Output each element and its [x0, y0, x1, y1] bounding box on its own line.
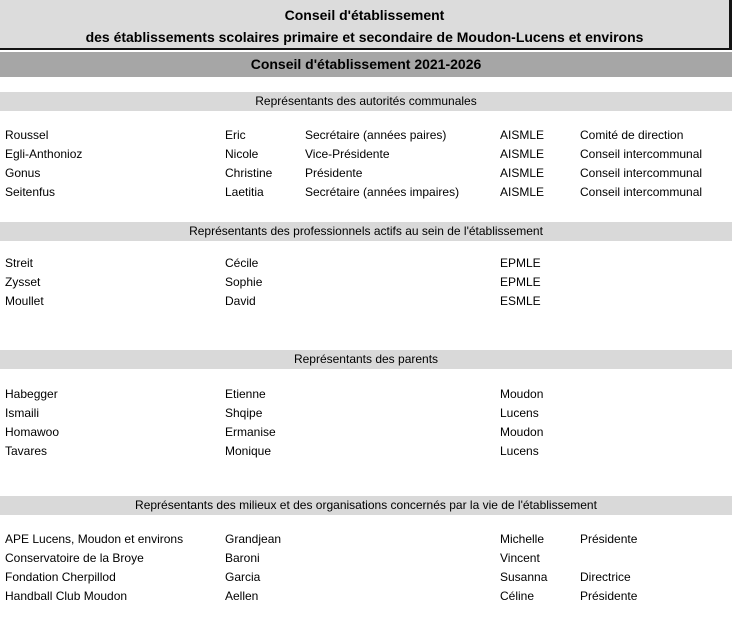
organization: AISMLE	[500, 128, 545, 142]
table-row	[0, 145, 732, 164]
first-name: Céline	[500, 589, 535, 603]
function: Présidente	[580, 532, 638, 546]
period-banner: Conseil d'établissement 2021-2026	[0, 52, 732, 77]
organization: ESMLE	[500, 294, 541, 308]
table-row	[0, 273, 732, 292]
first-name: Monique	[225, 444, 272, 458]
first-name: Cécile	[225, 256, 259, 270]
last-name: Moullet	[5, 294, 44, 308]
first-name: Ermanise	[225, 425, 276, 439]
function: Directrice	[580, 570, 631, 584]
organization: Conservatoire de la Broye	[5, 551, 144, 565]
first-name: Shqipe	[225, 406, 263, 420]
table-row	[0, 587, 732, 606]
table-row	[0, 549, 732, 568]
commune: Lucens	[500, 444, 539, 458]
function: Présidente	[305, 166, 363, 180]
table-row	[0, 423, 732, 442]
first-name: David	[225, 294, 256, 308]
commune: Moudon	[500, 425, 544, 439]
last-name: Streit	[5, 256, 34, 270]
section-header-autorites-communales: Représentants des autorités communales	[0, 92, 732, 111]
first-name: Etienne	[225, 387, 266, 401]
first-name: Michelle	[500, 532, 545, 546]
commune: Moudon	[500, 387, 544, 401]
last-name: Garcia	[225, 570, 261, 584]
last-name: Grandjean	[225, 532, 282, 546]
first-name: Susanna	[500, 570, 548, 584]
commune: Lucens	[500, 406, 539, 420]
last-name: Homawoo	[5, 425, 60, 439]
first-name: Sophie	[225, 275, 263, 289]
first-name: Nicole	[225, 147, 259, 161]
last-name: Egli-Anthonioz	[5, 147, 83, 161]
last-name: Aellen	[225, 589, 259, 603]
function: Secrétaire (années impaires)	[305, 185, 460, 199]
function: Vice-Présidente	[305, 147, 390, 161]
section-header-parents: Représentants des parents	[0, 350, 732, 369]
last-name: Zysset	[5, 275, 41, 289]
last-name: Habegger	[5, 387, 58, 401]
organization: AISMLE	[500, 166, 545, 180]
function: Présidente	[580, 589, 638, 603]
organization: EPMLE	[500, 256, 541, 270]
organization: AISMLE	[500, 147, 545, 161]
table-row	[0, 385, 732, 404]
table-row	[0, 404, 732, 423]
last-name: Gonus	[5, 166, 41, 180]
committee: Comité de direction	[580, 128, 684, 142]
committee: Conseil intercommunal	[580, 166, 703, 180]
committee: Conseil intercommunal	[580, 147, 703, 161]
section-header-professionnels: Représentants des professionnels actifs au sein de l'établissement	[0, 222, 732, 241]
last-name: Ismaili	[5, 406, 40, 420]
table-row	[0, 292, 732, 311]
committee: Conseil intercommunal	[580, 185, 703, 199]
document-title-line2: des établissements scolaires primaire et secondaire de Moudon-Lucens et environs	[85, 29, 644, 45]
last-name: Baroni	[225, 551, 260, 565]
last-name: Seitenfus	[5, 185, 56, 199]
organization: Fondation Cherpillod	[5, 570, 116, 584]
table-row	[0, 164, 732, 183]
last-name: Roussel	[5, 128, 49, 142]
organization: AISMLE	[500, 185, 545, 199]
table-row	[0, 442, 732, 461]
last-name: Tavares	[5, 444, 48, 458]
first-name: Vincent	[500, 551, 540, 565]
organization: APE Lucens, Moudon et environs	[5, 532, 184, 546]
document-title-block	[0, 0, 732, 50]
organization: EPMLE	[500, 275, 541, 289]
first-name: Eric	[225, 128, 246, 142]
function: Secrétaire (années paires)	[305, 128, 447, 142]
first-name: Christine	[225, 166, 273, 180]
table-row	[0, 254, 732, 273]
table-row	[0, 530, 732, 549]
table-row	[0, 126, 732, 145]
table-row	[0, 568, 732, 587]
table-row	[0, 183, 732, 202]
organization: Handball Club Moudon	[5, 589, 128, 603]
document-title-line1: Conseil d'établissement	[284, 7, 445, 23]
section-header-milieux-organisations: Représentants des milieux et des organisations concernés par la vie de l'établissement	[0, 496, 732, 515]
first-name: Laetitia	[225, 185, 264, 199]
